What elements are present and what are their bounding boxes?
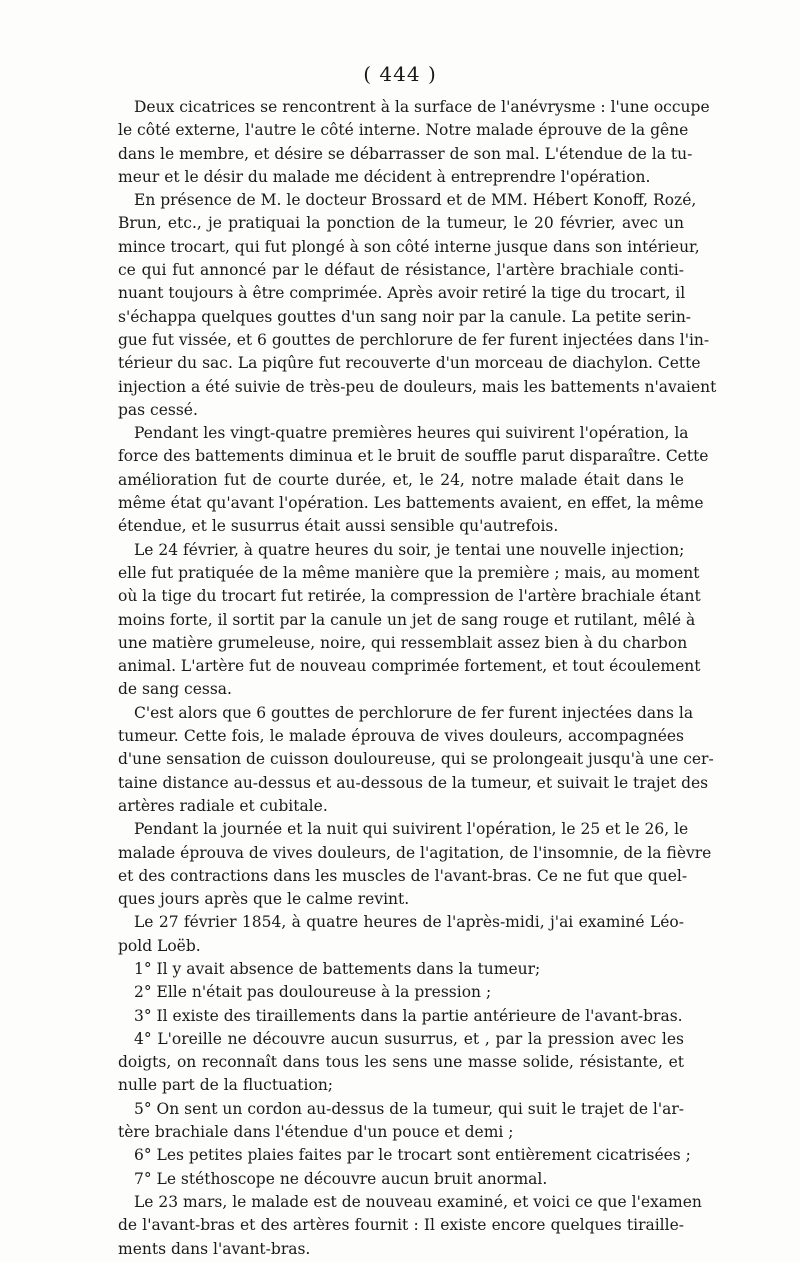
text-line: Deux cicatrices se rencontrent à la surface de l'anévrysme : l'une occupe (134, 98, 710, 116)
text-line: Le 27 février 1854, à quatre heures de l'après-midi, j'ai examiné Léo- (134, 913, 684, 932)
text-line: gue fut vissée, et 6 gouttes de perchlorure de fer furent injectées dans l'in- (118, 330, 710, 349)
text-line: térieur du sac. La piqûre fut recouverte d'un morceau de diachylon. Cette (118, 354, 701, 373)
text-line: force des battements diminua et le bruit de souffle parut disparaître. Cette (118, 447, 709, 466)
text-line: de l'avant-bras et des artères fournit : Il existe encore quelques tiraille- (118, 1216, 684, 1235)
text-line: animal. L'artère fut de nouveau comprimée fortement, et tout écoulement (118, 657, 701, 676)
text-line: le côté externe, l'autre le côté interne. Notre malade éprouve de la gêne (118, 121, 689, 140)
text-line: elle fut pratiquée de la même manière que la première ; mais, au moment (118, 563, 700, 582)
text-line: et des contractions dans les muscles de l'avant-bras. Ce ne fut que quel- (118, 866, 688, 885)
text-line: 5° On sent un cordon au-dessus de la tumeur, qui suit le trajet de l'ar- (134, 1099, 685, 1118)
text-line: En présence de M. le docteur Brossard et de MM. Hébert Konoff, Rozé, (134, 191, 697, 210)
text-line: Le 23 mars, le malade est de nouveau examiné, et voici ce que l'examen (134, 1192, 702, 1211)
text-line: dans le membre, et désire se débarrasser de son mal. L'étendue de la tu- (118, 144, 693, 163)
text-line: de sang cessa. (118, 680, 232, 699)
page-number: ( 444 ) (363, 62, 437, 86)
text-line: étendue, et le susurrus était aussi sensible qu'autrefois. (118, 517, 559, 536)
text-line: 4° L'oreille ne découvre aucun susurrus, et , par la pression avec les (134, 1029, 684, 1048)
text-line: ments dans l'avant-bras. (118, 1239, 311, 1258)
text-line: 1° Il y avait absence de battements dans la tumeur; (134, 959, 541, 978)
text-line: artères radiale et cubitale. (118, 796, 328, 815)
text-line: Le 24 février, à quatre heures du soir, je tentai une nouvelle injection; (134, 540, 685, 559)
text-line: même état qu'avant l'opération. Les battements avaient, en effet, la même (118, 494, 704, 513)
body-text (118, 96, 717, 1261)
text-line: 7° Le stéthoscope ne découvre aucun bruit anormal. (134, 1169, 548, 1188)
text-line: Pendant les vingt-quatre premières heures qui suivirent l'opération, la (134, 424, 689, 443)
text-line: Pendant la journée et la nuit qui suivirent l'opération, le 25 et le 26, le (134, 820, 689, 839)
text-line: injection a été suivie de très-peu de douleurs, mais les battements n'avaient (118, 377, 717, 396)
text-line: mince trocart, qui fut plongé à son côté interne jusque dans son intérieur, (118, 237, 700, 256)
text-line: meur et le désir du malade me décident à entreprendre l'opération. (118, 167, 651, 186)
text-line: ce qui fut annoncé par le défaut de résistance, l'artère brachiale conti- (118, 261, 684, 280)
text-line: où la tige du trocart fut retirée, la compression de l'artère brachiale étant (118, 587, 701, 606)
text-line: 2° Elle n'était pas douloureuse à la pression ; (134, 983, 492, 1002)
text-line: Brun, etc., je pratiquai la ponction de la tumeur, le 20 février, avec un (118, 214, 684, 233)
text-line: d'une sensation de cuisson douloureuse, qui se prolongeait jusqu'à une cer- (118, 750, 714, 769)
text-line: taine distance au-dessus et au-dessous de la tumeur, et suivait le trajet des (118, 773, 709, 792)
text-line: 3° Il existe des tiraillements dans la partie antérieure de l'avant-bras. (134, 1006, 683, 1025)
text-line: pas cessé. (118, 400, 198, 419)
text-line: nuant toujours à être comprimée. Après avoir retiré la tige du trocart, il (118, 284, 686, 303)
text-line: doigts, on reconnaît dans tous les sens une masse solide, résistante, et (118, 1053, 684, 1072)
text-line: pold Loëb. (118, 936, 201, 955)
text-line: s'échappa quelques gouttes d'un sang noir par la canule. La petite serin- (118, 307, 692, 326)
text-line: C'est alors que 6 gouttes de perchlorure de fer furent injectées dans la (134, 703, 694, 722)
text-line: nulle part de la fluctuation; (118, 1076, 334, 1095)
text-line: tère brachiale dans l'étendue d'un pouce et demi ; (118, 1123, 514, 1142)
text-line: amélioration fut de courte durée, et, le 24, notre malade était dans le (118, 470, 684, 489)
text-line: 6° Les petites plaies faites par le trocart sont entièrement cicatrisées ; (134, 1146, 691, 1165)
text-line: moins forte, il sortit par la canule un jet de sang rouge et rutilant, mêlé à (118, 610, 696, 629)
text-line: malade éprouva de vives douleurs, de l'agitation, de l'insomnie, de la fièvre (118, 843, 712, 862)
text-line: ques jours après que le calme revint. (118, 890, 410, 909)
text-line: une matière grumeleuse, noire, qui ressemblait assez bien à du charbon (118, 633, 688, 652)
text-line: tumeur. Cette fois, le malade éprouva de vives douleurs, accompagnées (118, 727, 684, 746)
